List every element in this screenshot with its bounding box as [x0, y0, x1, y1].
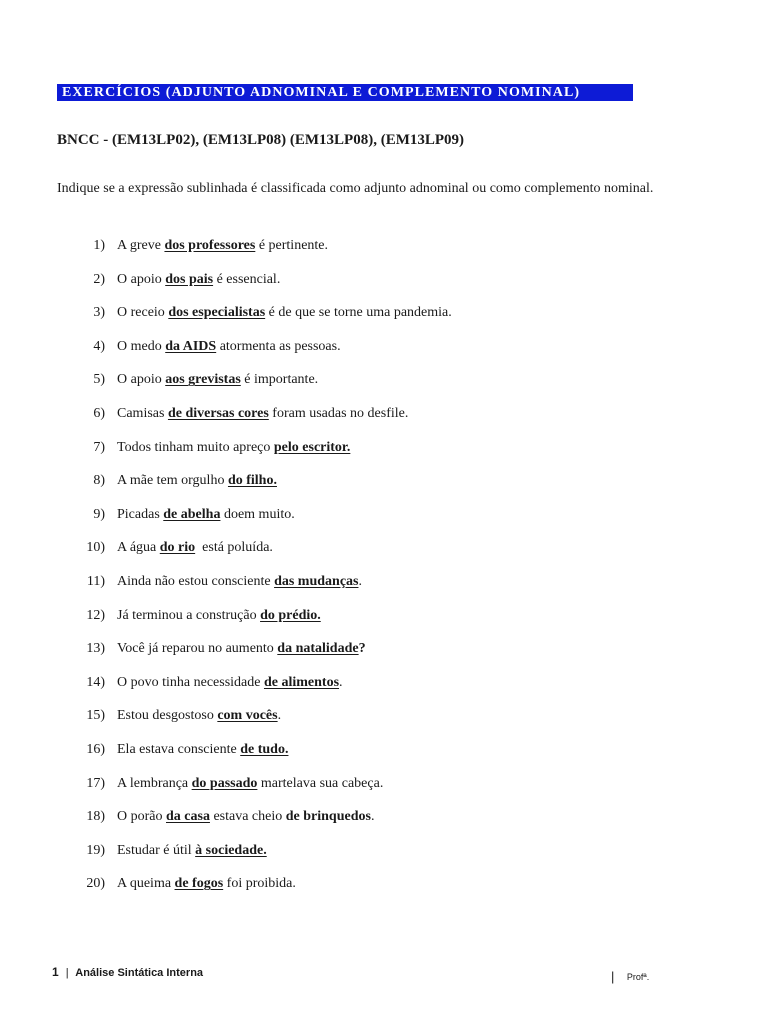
underlined-expression: dos especialistas [168, 305, 266, 321]
underlined-expression: aos grevistas [165, 372, 241, 388]
exercise-sentence [117, 639, 366, 659]
sentence-text: estava cheio [209, 809, 286, 825]
sentence-text: A queima [117, 876, 175, 892]
exercise-number: 6) [93, 405, 105, 421]
sentence-text: A água [117, 540, 160, 556]
exercise-sentence [117, 236, 328, 256]
sentence-text: . [370, 809, 375, 825]
exercise-number: 12) [86, 607, 105, 623]
exercise-number: 15) [86, 708, 105, 724]
exercise-sentence [117, 740, 288, 760]
exercise-number: 16) [86, 741, 105, 757]
underlined-expression: de tudo. [240, 741, 289, 757]
exercise-item [57, 370, 717, 404]
instruction-text: Indique se a expressão sublinhada é classificada como adjunto adnominal ou como complemento nominal. [57, 181, 654, 196]
exercise-sentence [117, 438, 350, 458]
exercise-item [57, 874, 717, 908]
sentence-text: Estudar é útil [117, 842, 196, 858]
sentence-text: . [358, 573, 362, 589]
sentence-text: Já terminou a construção [117, 607, 261, 623]
sentence-text: . [339, 674, 343, 690]
underlined-expression: de fogos [174, 876, 224, 892]
footer-left [52, 965, 203, 979]
sentence-text: Você já reparou no aumento [117, 641, 278, 657]
sentence-text: O apoio [117, 372, 166, 388]
exercise-number: 18) [86, 809, 105, 825]
sentence-text: é importante. [240, 372, 319, 388]
sentence-text: Picadas [117, 506, 164, 522]
exercise-item [57, 774, 717, 808]
exercise-item [57, 337, 717, 371]
sentence-text: Estou desgostoso [117, 708, 218, 724]
exercise-sentence [117, 270, 280, 290]
exercise-number: 5) [93, 372, 105, 388]
exercise-number: 7) [93, 439, 105, 455]
exercise-sentence [117, 874, 296, 894]
underlined-expression: da natalidade [277, 641, 359, 657]
exercise-sentence [117, 572, 362, 592]
underlined-expression: do rio [159, 540, 196, 556]
exercise-item [57, 538, 717, 572]
exercise-item [57, 606, 717, 640]
exercise-sentence [117, 471, 277, 491]
sentence-text: O povo tinha necessidade [117, 674, 264, 690]
sentence-text: é de que se torne uma pandemia. [265, 305, 452, 321]
exercise-number: 9) [93, 506, 105, 522]
footer-subject: Análise Sintática Interna [75, 967, 204, 979]
underlined-expression: do filho. [227, 473, 277, 489]
exercise-number: 2) [93, 271, 105, 287]
bold-text: ? [358, 641, 366, 657]
exercise-item [57, 303, 717, 337]
sentence-text: O receio [117, 305, 169, 321]
underlined-expression: de alimentos [263, 674, 340, 690]
exercise-number: 10) [86, 540, 105, 556]
underlined-expression: do prédio. [260, 607, 321, 623]
exercise-item [57, 471, 717, 505]
exercise-sentence [117, 337, 341, 357]
underlined-expression: de abelha [163, 506, 221, 522]
sentence-text: . [277, 708, 282, 724]
sentence-text: A greve [117, 238, 165, 253]
sentence-text: Camisas [117, 405, 168, 421]
exercise-number: 3) [93, 305, 105, 321]
exercise-sentence [117, 841, 267, 861]
exercise-sentence [117, 303, 452, 323]
sentence-text: A lembrança [117, 775, 192, 791]
sentence-text: O porão [117, 809, 166, 825]
sentence-text: foi proibida. [223, 876, 296, 892]
exercise-sentence [117, 673, 343, 693]
exercise-sentence [117, 370, 318, 390]
exercise-sentence [117, 505, 295, 525]
exercise-sentence [117, 774, 383, 794]
exercise-sentence [117, 538, 273, 558]
bncc-codes: BNCC - (EM13LP02), (EM13LP08) (EM13LP08), (EM13LP09) [57, 132, 465, 148]
sentence-text: atormenta as pessoas. [216, 338, 341, 354]
exercise-number: 1) [93, 238, 105, 253]
sentence-text: está poluída. [195, 540, 273, 556]
footer-right [611, 968, 649, 983]
underlined-expression: da casa [166, 809, 210, 825]
sentence-text: Ela estava consciente [117, 741, 241, 757]
footer-prof: Profª. [626, 972, 650, 982]
sentence-text: Todos tinham muito apreço [117, 439, 274, 455]
exercise-list [57, 236, 717, 908]
exercise-number: 4) [93, 338, 105, 354]
exercise-item [57, 572, 717, 606]
exercise-number: 19) [86, 842, 105, 858]
exercise-sentence [117, 404, 408, 424]
sentence-text: Ainda não estou consciente [117, 573, 275, 589]
sentence-text: O medo [117, 338, 166, 354]
exercise-sentence [117, 606, 321, 626]
exercise-item [57, 270, 717, 304]
underlined-expression: de diversas cores [167, 405, 269, 421]
exercise-number: 20) [86, 876, 105, 892]
sentence-text: doem muito. [220, 506, 295, 522]
page-title: EXERCÍCIOS (ADJUNTO ADNOMINAL E COMPLEMENTO NOMINAL) [57, 84, 633, 101]
exercise-item [57, 841, 717, 875]
exercise-item [57, 740, 717, 774]
exercise-number: 14) [86, 674, 105, 690]
exercise-sentence [117, 706, 281, 726]
footer-separator: | [65, 967, 69, 979]
page-number: 1 [52, 965, 59, 979]
exercise-item [57, 236, 717, 270]
exercise-item [57, 438, 717, 472]
exercise-item [57, 706, 717, 740]
underlined-expression: dos pais [165, 271, 214, 287]
underlined-expression: da AIDS [165, 338, 217, 354]
exercise-item [57, 505, 717, 539]
sentence-text: martelava sua cabeça. [257, 775, 384, 791]
sentence-text: O apoio [117, 271, 166, 287]
underlined-expression: com vocês [217, 708, 278, 724]
sentence-text: A mãe tem orgulho [117, 473, 228, 489]
sentence-text: é pertinente. [255, 238, 329, 253]
exercise-number: 11) [86, 573, 105, 589]
underlined-expression: do passado [191, 775, 258, 791]
exercise-number: 8) [93, 473, 105, 489]
exercise-number: 17) [86, 775, 105, 791]
underlined-expression: das mudanças [274, 573, 359, 589]
exercise-item [57, 673, 717, 707]
exercise-number: 13) [86, 641, 105, 657]
exercise-item [57, 807, 717, 841]
bold-text: de brinquedos [285, 809, 371, 825]
sentence-text: é essencial. [213, 271, 281, 287]
underlined-expression: pelo escritor. [273, 439, 351, 455]
footer-right-separator: | [611, 969, 615, 984]
underlined-expression: dos professores [164, 238, 256, 253]
sentence-text: foram usadas no desfile. [268, 405, 409, 421]
underlined-expression: à sociedade. [195, 842, 267, 858]
exercise-item [57, 404, 717, 438]
exercise-item [57, 639, 717, 673]
exercise-sentence [117, 807, 374, 827]
